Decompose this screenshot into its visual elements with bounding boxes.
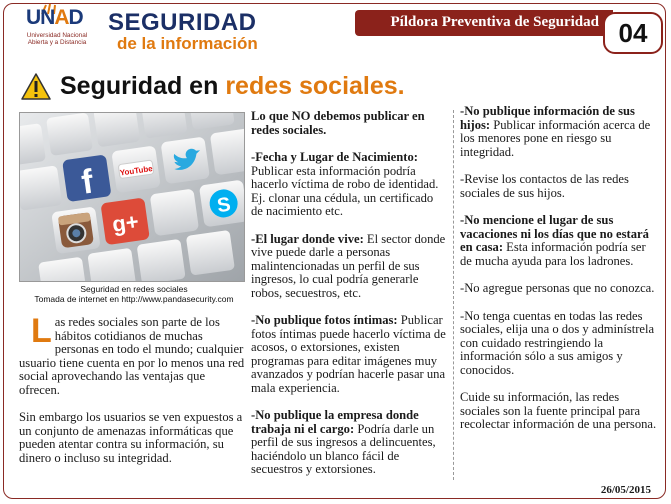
list-item: -No publique la empresa donde trabaja ni el cargo: Podría darle un perfil de sus ingresos a delincuentes, haciéndolo un blanco fácil de secuestros y extorsiones. [251, 408, 436, 476]
svg-text:g+: g+ [110, 208, 141, 238]
publication-date: 26/05/2015 [600, 484, 651, 496]
advice-column [460, 105, 658, 446]
list-item: -No mencione el lugar de sus vacaciones ni los días que no estará en casa: Esta información podría ser de mucha ayuda para los ladrones. [460, 213, 649, 268]
twitter-key-icon [161, 137, 210, 185]
unad-logo [12, 6, 102, 58]
issue-number-box [603, 12, 663, 54]
svg-text:f: f [79, 162, 96, 202]
list-item: -No publique fotos íntimas: Publicar fotos íntimas puede hacerlo víctima de acosos, o extorsiones, existen programas para editar imágenes muy avanzados y podrían hacerle pasar una mala experiencia. [251, 313, 446, 395]
list-item: -No agregue personas que no conozca. [460, 281, 655, 295]
warning-icon [21, 73, 51, 101]
threats-paragraph: Sin embargo los usuarios se ven expuestos a un conjunto de amenazas informáticas que pueden atentar contra su información, su dinero o incluso su integridad. [19, 410, 243, 465]
ribbon-text: Píldora Preventiva de Seguridad [390, 14, 599, 30]
list-item: -No tenga cuentas en todas las redes sociales, elija una o dos y adminístrela con cuidado restringiendo la información sólo a sus amigos y conocidos. [460, 308, 655, 377]
list-item: -No publique información de sus hijos: Publicar información acerca de los menores pone en riesgo su integridad. [460, 104, 651, 159]
list-item: -El lugar donde vive: El sector donde vive puede darle a personas malintencionadas un perfil de sus ingresos, lo cual podría generarle robos, secuestros, etc. [251, 231, 446, 300]
page-title: Seguridad en redes sociales. [60, 72, 405, 100]
title-highlight: redes sociales. [225, 72, 405, 100]
intro-column [19, 312, 245, 479]
closing-note: Cuide su información, las redes sociales son la fuente principal para recolectar información de una persona. [460, 390, 657, 431]
intro-paragraph: Las redes sociales son parte de los hábitos cotidianos de muchas personas en todo el mundo; cualquier usuario tiene cuenta en por lo menos una red social aprovechando las ventajas que ofrecen. [19, 312, 245, 397]
google-plus-key-icon [100, 197, 149, 245]
svg-text:S: S [215, 193, 233, 218]
logo-wordmark: UNAD [26, 6, 83, 29]
list-item: -Fecha y Lugar de Nacimiento: Publicar esta información podría hacerlo víctima de robo de identidad. Ej. clonar una cédula, un certificado de nacimiento etc. [251, 150, 439, 218]
facebook-key-icon [62, 154, 112, 204]
header-ribbon [355, 10, 613, 36]
image-caption: Seguridad en redes sociales Tomada de internet en http://www.pandasecurity.com [34, 284, 234, 304]
svg-text:YouTube: YouTube [119, 164, 154, 178]
do-not-publish-column [251, 110, 448, 491]
brand-title: SEGURIDAD [108, 9, 257, 36]
column-divider [453, 110, 454, 480]
drop-cap: L [31, 312, 52, 350]
skype-key-icon [199, 180, 245, 228]
youtube-key-icon [111, 145, 160, 193]
issue-number: 04 [618, 18, 648, 48]
brand-subtitle: de la información [117, 34, 258, 53]
social-keyboard-image [19, 112, 245, 282]
logo-subtitle: Universidad Nacional Abierta y a Distancia [26, 32, 88, 46]
instagram-key-icon [51, 206, 100, 254]
column-heading: Lo que NO debemos publicar en redes sociales. [251, 109, 425, 137]
list-item: -Revise los contactos de las redes sociales de sus hijos. [460, 172, 629, 200]
